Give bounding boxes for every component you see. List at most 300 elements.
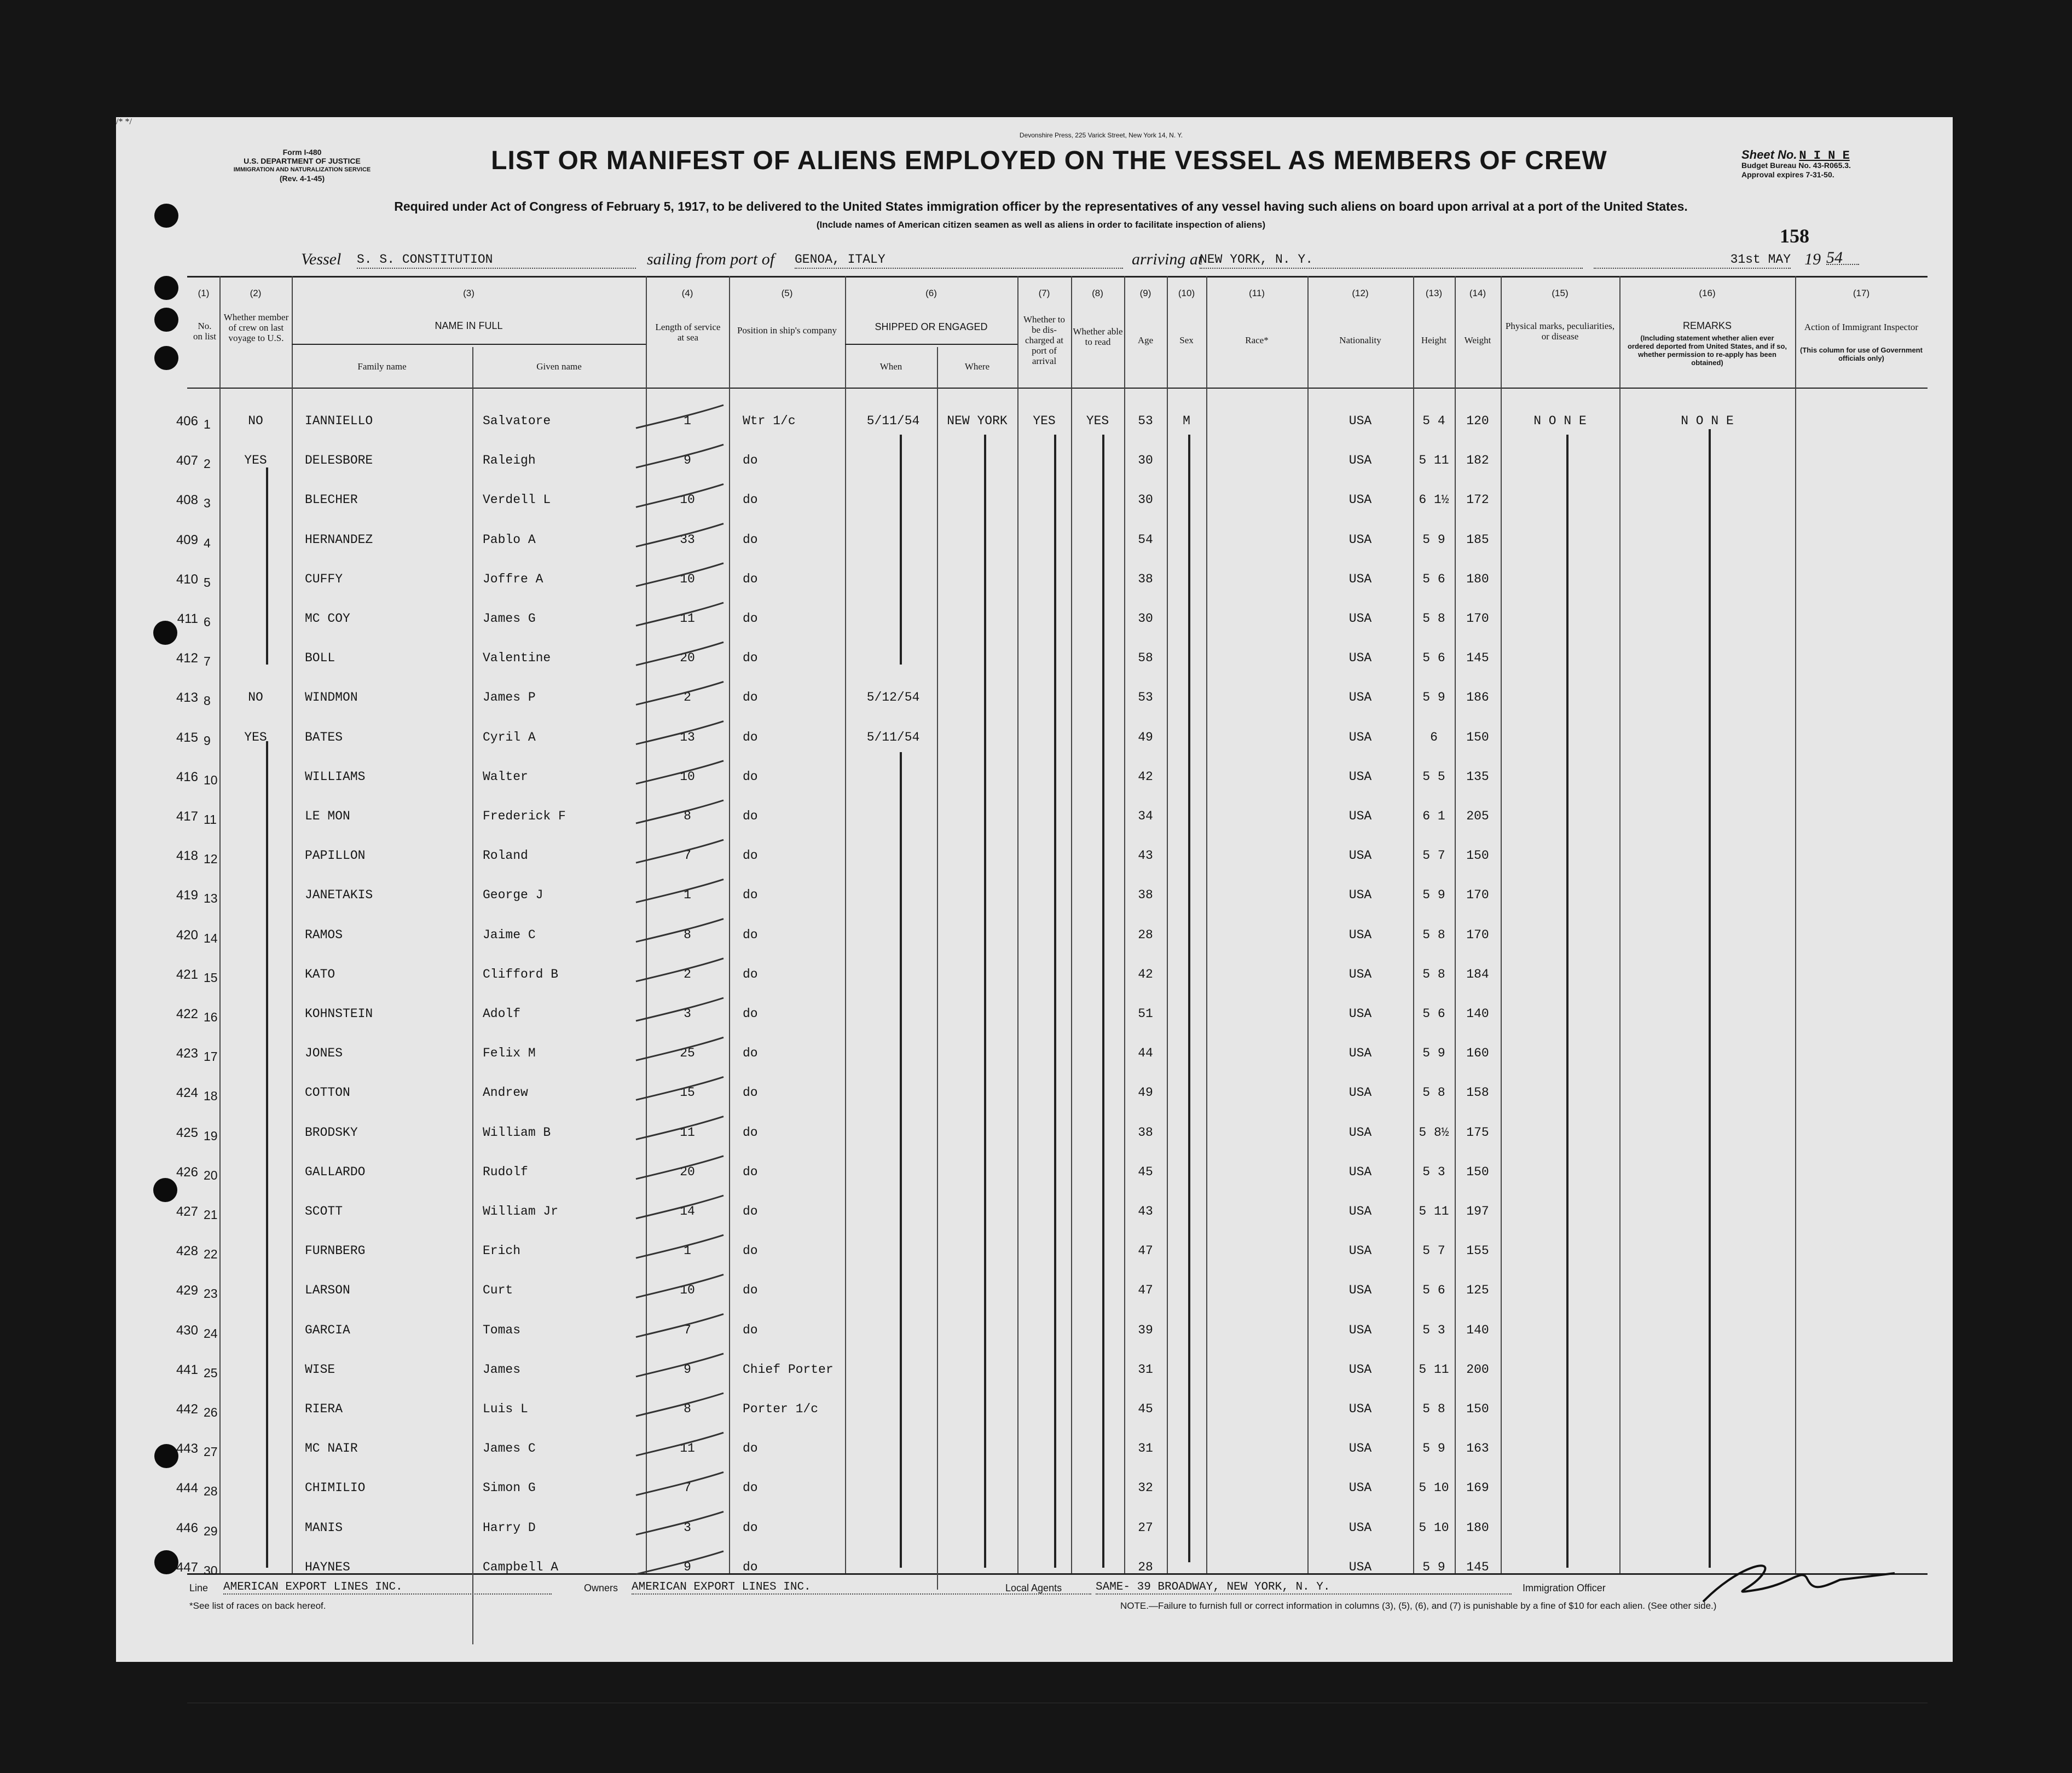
- local-agents: SAME- 39 BROADWAY, NEW YORK, N. Y.: [1096, 1581, 1512, 1595]
- row-height: 6: [1430, 730, 1438, 744]
- table-top-rule: [187, 276, 1928, 278]
- row-service-length: 33: [680, 532, 695, 547]
- row-age: 38: [1138, 1125, 1153, 1140]
- row-line-number: 10: [204, 772, 218, 787]
- row-position: do: [743, 571, 758, 586]
- row-given-name: George J: [483, 888, 543, 903]
- row-position: do: [743, 1283, 758, 1298]
- row-nationality: USA: [1348, 927, 1372, 942]
- row-position: do: [743, 1164, 758, 1179]
- row-service-length: 10: [680, 571, 695, 586]
- row-height: 5 8: [1422, 1402, 1445, 1416]
- row-nationality: USA: [1348, 1441, 1372, 1456]
- row-service-length: 11: [680, 611, 695, 626]
- table-row: [116, 440, 1953, 478]
- row-list-number: 447: [176, 1560, 198, 1575]
- row-given-name: Campbell A: [483, 1560, 559, 1574]
- column-number: (8): [1092, 288, 1103, 298]
- column-number: (12): [1352, 288, 1369, 298]
- column-number: (17): [1853, 288, 1870, 298]
- row-weight: 185: [1466, 532, 1489, 547]
- row-position: do: [743, 611, 758, 626]
- row-line-number: 21: [204, 1208, 218, 1222]
- row-line-number: 30: [204, 1563, 218, 1578]
- row-height: 5 7: [1422, 848, 1445, 863]
- column-number: (15): [1552, 288, 1569, 298]
- row-weight: 150: [1466, 730, 1489, 744]
- row-line-number: 23: [204, 1286, 218, 1301]
- column-number: (16): [1699, 288, 1716, 298]
- requirement-note: (Include names of American citizen seamen as well as aliens in order to facilitate inspection of aliens): [816, 220, 1266, 230]
- form-department: U.S. DEPARTMENT OF JUSTICE: [244, 157, 361, 165]
- row-height: 5 9: [1422, 690, 1445, 705]
- row-nationality: USA: [1348, 1402, 1372, 1416]
- row-age: 47: [1138, 1244, 1153, 1258]
- row-age: 30: [1138, 611, 1153, 626]
- row-position: do: [743, 927, 758, 942]
- row-weight: 135: [1466, 769, 1489, 784]
- row-list-number: 423: [176, 1046, 198, 1061]
- row-weight: 182: [1466, 453, 1489, 468]
- requirement-text: Required under Act of Congress of February 5, 1917, to be delivered to the United States immigration officer by the representatives of any vessel having such aliens on board upon arrival at a port of the United States.: [394, 199, 1688, 213]
- sailing-label: sailing from port of: [647, 250, 775, 268]
- row-list-number: 415: [176, 730, 198, 745]
- row-family-name: WILLIAMS: [305, 769, 366, 784]
- row-service-length: 8: [684, 1402, 691, 1416]
- row-line-number: 6: [204, 615, 211, 629]
- header-name: NAME IN FULL: [435, 320, 503, 331]
- table-row: [116, 1033, 1953, 1071]
- row-line-number: 12: [204, 852, 218, 867]
- header-list-no: No. on list: [193, 321, 217, 342]
- row-list-number: 429: [176, 1283, 198, 1298]
- row-age: 47: [1138, 1283, 1153, 1298]
- row-height: 5 3: [1422, 1164, 1445, 1179]
- row-age: 45: [1138, 1402, 1153, 1416]
- row-service-length: 7: [684, 1322, 691, 1337]
- row-previous-voyage: NO: [248, 414, 263, 428]
- table-row: [116, 1191, 1953, 1229]
- row-given-name: Curt: [483, 1283, 513, 1298]
- row-list-number: 407: [176, 453, 198, 469]
- row-height: 5 4: [1422, 414, 1445, 428]
- row-nationality: USA: [1348, 1204, 1372, 1218]
- row-position: do: [743, 651, 758, 666]
- row-family-name: HERNANDEZ: [305, 532, 373, 547]
- row-age: 43: [1138, 1204, 1153, 1218]
- row-list-number: 412: [176, 651, 198, 666]
- svg-text:.: .: [684, 744, 686, 751]
- table-row: [116, 1231, 1953, 1269]
- row-height: 5 9: [1422, 888, 1445, 903]
- header-inspector-note: (This column for use of Government officials only): [1800, 346, 1923, 362]
- row-service-length: 13: [680, 730, 695, 744]
- header-height: Height: [1421, 335, 1447, 345]
- row-height: 5 11: [1419, 1362, 1449, 1377]
- row-height: 5 8½: [1419, 1125, 1449, 1140]
- table-row: [116, 954, 1953, 992]
- table-row: [116, 1389, 1953, 1427]
- row-family-name: HAYNES: [305, 1560, 350, 1574]
- column-number: (10): [1178, 288, 1195, 298]
- header-weight: Weight: [1464, 335, 1491, 345]
- row-given-name: Jaime C: [483, 927, 536, 942]
- row-height: 6 1½: [1419, 493, 1449, 507]
- row-height: 5 9: [1422, 1441, 1445, 1456]
- row-service-length: 10: [680, 493, 695, 507]
- year-label: 19: [1804, 250, 1821, 268]
- row-family-name: RAMOS: [305, 927, 343, 942]
- table-row: [116, 519, 1953, 558]
- header-service: Length of service at sea: [655, 322, 721, 343]
- row-service-length: 20: [680, 1164, 695, 1179]
- header-where: Where: [964, 361, 990, 372]
- row-given-name: Rudolf: [483, 1164, 528, 1179]
- row-family-name: GARCIA: [305, 1322, 350, 1337]
- vessel-label: Vessel: [301, 250, 342, 268]
- row-height: 5 6: [1422, 571, 1445, 586]
- row-weight: 140: [1466, 1322, 1489, 1337]
- row-given-name: William B: [483, 1125, 551, 1140]
- row-weight: 145: [1466, 651, 1489, 666]
- line-label: Line: [189, 1583, 209, 1593]
- row-height: 6 1: [1422, 809, 1445, 823]
- row-list-number: 428: [176, 1244, 198, 1259]
- row-list-number: 441: [176, 1362, 198, 1377]
- row-weight: 155: [1466, 1244, 1489, 1258]
- row-service-length: 1: [684, 1244, 691, 1258]
- row-shipped-where: NEW YORK: [947, 414, 1008, 428]
- row-list-number: 420: [176, 927, 198, 943]
- row-family-name: CHIMILIO: [305, 1481, 366, 1495]
- row-family-name: GALLARDO: [305, 1164, 366, 1179]
- binder-hole: [154, 346, 178, 370]
- row-given-name: Walter: [483, 769, 528, 784]
- form-service: IMMIGRATION AND NATURALIZATION SERVICE: [233, 166, 371, 173]
- row-age: 30: [1138, 453, 1153, 468]
- table-row: [116, 796, 1953, 834]
- row-family-name: FURNBERG: [305, 1244, 366, 1258]
- table-row: [116, 677, 1953, 715]
- row-weight: 170: [1466, 611, 1489, 626]
- approval-expiry: Approval expires 7-31-50.: [1741, 170, 1834, 179]
- row-height: 5 9: [1422, 1046, 1445, 1061]
- row-line-number: 5: [204, 575, 211, 590]
- row-given-name: Simon G: [483, 1481, 536, 1495]
- row-list-number: 417: [176, 809, 198, 824]
- row-family-name: PAPILLON: [305, 848, 366, 863]
- row-family-name: MANIS: [305, 1520, 343, 1535]
- row-age: 32: [1138, 1481, 1153, 1495]
- header-bottom-rule: [187, 388, 1928, 389]
- row-weight: 180: [1466, 1520, 1489, 1535]
- row-line-number: 11: [204, 812, 217, 827]
- row-weight: 150: [1466, 1164, 1489, 1179]
- row-list-number: 410: [176, 571, 198, 587]
- binder-hole: [154, 276, 178, 300]
- table-row: [116, 1310, 1953, 1348]
- immigration-officer-label: Immigration Officer: [1523, 1583, 1606, 1593]
- row-weight: 150: [1466, 848, 1489, 863]
- row-given-name: Salvatore: [483, 414, 551, 428]
- arriving-label: arriving at: [1132, 250, 1203, 268]
- header-physical-marks: Physical marks, peculiarities, or disease: [1505, 321, 1615, 342]
- row-service-length: 20: [680, 651, 695, 666]
- row-shipped-when: 5/11/54: [866, 414, 920, 428]
- row-line-number: 24: [204, 1326, 218, 1341]
- row-position: do: [743, 848, 758, 863]
- row-list-number: 421: [176, 967, 198, 982]
- agents-label: Local Agents: [1005, 1583, 1062, 1593]
- form-identification: [204, 148, 401, 183]
- row-line-number: 28: [204, 1484, 218, 1499]
- races-note: *See list of races on back hereof.: [189, 1601, 326, 1611]
- arrival-date: 31st MAY: [1594, 252, 1791, 269]
- table-row: [116, 480, 1953, 518]
- table-row: [116, 1270, 1953, 1308]
- row-nationality: USA: [1348, 532, 1372, 547]
- row-age: 30: [1138, 493, 1153, 507]
- row-height: 5 8: [1422, 611, 1445, 626]
- column-number: (4): [681, 288, 693, 298]
- row-nationality: USA: [1348, 730, 1372, 744]
- row-height: 5 6: [1422, 651, 1445, 666]
- row-height: 5 8: [1422, 927, 1445, 942]
- row-age: 54: [1138, 532, 1153, 547]
- row-age: 28: [1138, 927, 1153, 942]
- row-line-number: 26: [204, 1405, 218, 1419]
- row-service-length: 7: [684, 1481, 691, 1495]
- row-list-number: 408: [176, 493, 198, 508]
- row-list-number: 446: [176, 1520, 198, 1535]
- row-nationality: USA: [1348, 1244, 1372, 1258]
- header-remarks-note: (Including statement whether alien ever ordered deported from United States, and if so, whether permission to re-apply has been obtained): [1627, 334, 1787, 367]
- header-family-name: Family name: [357, 361, 407, 372]
- row-nationality: USA: [1348, 1125, 1372, 1140]
- row-given-name: Andrew: [483, 1085, 528, 1100]
- binder-hole: [154, 204, 178, 228]
- row-service-length: 9: [684, 1362, 691, 1377]
- row-age: 31: [1138, 1441, 1153, 1456]
- row-given-name: Cyril A: [483, 730, 536, 744]
- row-weight: 120: [1466, 414, 1489, 428]
- row-height: 5 3: [1422, 1322, 1445, 1337]
- table-row: [116, 1072, 1953, 1111]
- row-service-length: 3: [684, 1007, 691, 1021]
- row-remarks: N O N E: [1681, 414, 1734, 428]
- departure-port: GENOA, ITALY: [795, 252, 1123, 269]
- row-height: 5 9: [1422, 532, 1445, 547]
- row-age: 53: [1138, 690, 1153, 705]
- form-number: Form I-480: [282, 148, 322, 157]
- row-list-number: 427: [176, 1204, 198, 1219]
- row-position: do: [743, 967, 758, 981]
- row-list-number: 426: [176, 1164, 198, 1180]
- row-weight: 163: [1466, 1441, 1489, 1456]
- page-number: 158: [1780, 225, 1809, 247]
- row-weight: 200: [1466, 1362, 1489, 1377]
- row-family-name: SCOTT: [305, 1204, 343, 1218]
- vessel-name: S. S. CONSTITUTION: [357, 252, 636, 269]
- row-family-name: BATES: [305, 730, 343, 744]
- page-title: LIST OR MANIFEST OF ALIENS EMPLOYED ON THE VESSEL AS MEMBERS OF CREW: [491, 146, 1607, 175]
- row-family-name: DELESBORE: [305, 453, 373, 468]
- row-height: 5 7: [1422, 1244, 1445, 1258]
- row-given-name: Valentine: [483, 651, 551, 666]
- row-discharged: YES: [1033, 414, 1056, 428]
- header-age: Age: [1137, 335, 1154, 345]
- row-weight: 175: [1466, 1125, 1489, 1140]
- table-row: [116, 401, 1953, 439]
- row-physical-marks: N O N E: [1533, 414, 1587, 428]
- column-number: (14): [1469, 288, 1486, 298]
- row-given-name: Pablo A: [483, 532, 536, 547]
- row-line-number: 14: [204, 931, 218, 945]
- row-line-number: 9: [204, 733, 211, 748]
- row-nationality: USA: [1348, 493, 1372, 507]
- header-read: Whether able to read: [1073, 326, 1123, 347]
- row-line-number: 15: [204, 970, 218, 985]
- row-height: 5 9: [1422, 1560, 1445, 1574]
- row-weight: 184: [1466, 967, 1489, 981]
- row-position: do: [743, 1204, 758, 1218]
- row-position: do: [743, 1560, 758, 1574]
- row-family-name: IANNIELLO: [305, 414, 373, 428]
- row-position: Chief Porter: [743, 1362, 834, 1377]
- row-age: 58: [1138, 651, 1153, 666]
- row-service-length: 25: [680, 1046, 695, 1061]
- row-age: 53: [1138, 414, 1153, 428]
- row-list-number: 443: [176, 1441, 198, 1457]
- row-age: 42: [1138, 967, 1153, 981]
- header-inspector: Action of Immigrant Inspector: [1804, 322, 1919, 332]
- row-age: 44: [1138, 1046, 1153, 1061]
- row-nationality: USA: [1348, 690, 1372, 705]
- column-number: (13): [1425, 288, 1443, 298]
- row-list-number: 430: [176, 1322, 198, 1338]
- row-list-number: 425: [176, 1125, 198, 1140]
- row-able-to-read: YES: [1086, 414, 1109, 428]
- row-position: do: [743, 1125, 758, 1140]
- table-row: [116, 1547, 1953, 1585]
- row-list-number: 419: [176, 888, 198, 903]
- row-line-number: 4: [204, 535, 211, 550]
- column-number: (7): [1038, 288, 1050, 298]
- row-nationality: USA: [1348, 571, 1372, 586]
- row-list-number: 444: [176, 1481, 198, 1496]
- row-list-number: 418: [176, 848, 198, 864]
- row-nationality: USA: [1348, 453, 1372, 468]
- row-position: Wtr 1/c: [743, 414, 796, 428]
- row-given-name: Clifford B: [483, 967, 559, 981]
- row-family-name: KATO: [305, 967, 335, 981]
- row-position: do: [743, 769, 758, 784]
- table-row: [116, 1468, 1953, 1506]
- row-age: 49: [1138, 1085, 1153, 1100]
- header-race: Race*: [1245, 335, 1269, 345]
- header-shipped: SHIPPED OR ENGAGED: [875, 321, 988, 332]
- row-position: do: [743, 453, 758, 468]
- row-line-number: 29: [204, 1523, 218, 1538]
- row-weight: 180: [1466, 571, 1489, 586]
- row-given-name: James: [483, 1362, 521, 1377]
- row-weight: 170: [1466, 927, 1489, 942]
- row-height: 5 11: [1419, 1204, 1449, 1218]
- row-height: 5 6: [1422, 1283, 1445, 1298]
- table-row: [116, 559, 1953, 597]
- row-height: 5 10: [1419, 1481, 1449, 1495]
- row-line-number: 16: [204, 1010, 218, 1024]
- row-weight: 140: [1466, 1007, 1489, 1021]
- row-previous-voyage: YES: [244, 453, 267, 468]
- row-given-name: Verdell L: [483, 493, 551, 507]
- header-when: When: [879, 361, 902, 372]
- row-previous-voyage: YES: [244, 730, 267, 744]
- row-family-name: WINDMON: [305, 690, 358, 705]
- row-line-number: 20: [204, 1168, 218, 1182]
- row-weight: 170: [1466, 888, 1489, 903]
- row-age: 39: [1138, 1322, 1153, 1337]
- table-row: [116, 1428, 1953, 1466]
- row-weight: 186: [1466, 690, 1489, 705]
- row-given-name: Harry D: [483, 1520, 536, 1535]
- row-list-number: 422: [176, 1007, 198, 1021]
- row-height: 5 5: [1422, 769, 1445, 784]
- sheet-value: N I N E: [1799, 149, 1850, 163]
- manifest-sheet: Devonshire Press, 225 Varick Street, New York 14, N. Y. Form I-480 U.S. DEPARTMENT OF JUSTICE IMMIGRATION AND NATURALIZATION SERVICE (Rev. 4-1-45) LIST OR MANIFEST OF ALIENS EMPLOYED ON THE VESSEL AS MEMBERS OF CREW Sheet No. N I N E Budget Bureau No. 43-R065.3. Approval expires 7-31-50. Required under Act of Congress of February 5, 1917, to be delivered to the United States immigration officer by the representatives of any vessel having such aliens on board upon arrival at a port of the United States. (Include names of American citizen seamen as well as aliens in order to facilitate inspection of aliens) 158 Vessel S. S. CONSTITUTION sailing from port of GENOA, ITALY arriving at NEW YORK, N. Y. 31st MAY 19 54 (1) (2) (3) (4) (5) (6) (7) (8) (9) (10) (11) (12) (13) (14) (15) (16) (17) No. on list Whether member of crew on last voyage to U.S. NAME IN FULL Family name Given name Length of service at sea Position in ship's company SHIPPED OR ENGAGED When Where Whether to be dis-charged at port of arrival Whether able to read Age Sex Race* Nationality Height Weight Physical marks, peculiarities, or disease REMARKS (Including statement whether alien ever ordered deported from United States, and if so, whether permission to re-apply has been obtained) Action of Immigrant Inspector (This column for use of Government officials only) 406 1 NO IANNIELLO Salvatore 1 Wtr 1/c 5/11/54 NEW YORK YES YES 53 M USA 5 4 120 N O N E N O N E 407 2 YES DELESBORE Raleigh 9 do 30 USA 5 11 182 408 3 BLECHER Verdell L 10 do 30 USA 6 1½ 172 409 4 HERNANDEZ Pablo A 33 do 54 USA 5 9 185 410 5 CUFFY Joffre A 10 do 38 USA 5 6 180 411 6 MC COY James G 11 do 30 USA 5 8 170 412 7 BOLL Valentine 20 do 58 USA 5 6 145 413 8 NO WINDMON James P 2 do 5/12/54 53 USA 5 9 186 415 9 YES BATES Cyril A 13 do 5/11/54 49 USA 6 150 416 10 WILLIAMS Walter 10 do 42 USA 5 5 135 417 11 LE MON Frederick F 8 do 34 USA 6 1 205 418 12 PAPILLON Roland 7 do 43 USA 5 7 150 419 13 JANETAKIS George J 1 do 38 USA 5 9 170 420 14 RAMOS Jaime C 8 do 28 USA 5 8 170 421 15 KATO Clifford B 2 do 42 USA 5 8 184 422 16 KOHNSTEIN Adolf 3 do 51 USA 5 6 140 423 17 JONES Felix M 25 do 44 USA 5 9 160 424 18 COTTON Andrew 15 do 49 USA 5 8 158 425 19 BRODSKY William B 11 do 38 USA 5 8½ 175 426 20 GALLARDO Rudolf 20 do 45 USA 5 3 150 427 21 SCOTT William Jr 14 do 43 USA 5 11 197 428 22 FURNBERG Erich 1 do 47 USA 5 7 155 429 23 LARSON Curt 10 do 47 USA 5 6 125 430 24 GARCIA Tomas 7 do 39 USA 5 3 140 441 25 WISE James 9 Chief Porter 31 USA 5 11 200 442 26 RIERA Luis L 8 Porter 1/c 45 USA 5 8 150 443 27 MC NAIR James C 11 do 31 USA 5 9 163 444 28 CHIMILIO Simon G 7 do 32 USA 5 10 169 446 29 MANIS Harry D 3 do 27 USA 5 10 180 447 30 HAYNES Campbell A 9 do 28 USA 5 9 145 . Line AMERICAN EXPORT LINES INC. Owners /* */ AMERICAN EXPORT LINES INC. Local Agents SAME- 39 BROADWAY, NEW YORK, N. Y. Immigration Officer *See list of races on back hereof. NOTE.—Failure to furnish full or correct information in columns (3), (5), (6), and (7) is punishable by a fine of $10 for each alien. (See other side.): [116, 117, 1953, 1662]
- row-nationality: USA: [1348, 888, 1372, 903]
- table-row: [116, 638, 1953, 676]
- table-row: [116, 835, 1953, 874]
- row-nationality: USA: [1348, 1085, 1372, 1100]
- row-service-length: 14: [680, 1204, 695, 1218]
- row-list-number: 442: [176, 1402, 198, 1417]
- row-service-length: 9: [684, 453, 691, 468]
- row-list-number: 409: [176, 532, 198, 547]
- row-nationality: USA: [1348, 1046, 1372, 1061]
- column-number: (5): [781, 288, 793, 298]
- row-family-name: JANETAKIS: [305, 888, 373, 903]
- row-age: 28: [1138, 1560, 1153, 1574]
- row-list-number: 424: [176, 1085, 198, 1101]
- table-row: [116, 1112, 1953, 1151]
- table-row: [116, 1508, 1953, 1546]
- row-position: do: [743, 730, 758, 744]
- row-given-name: Raleigh: [483, 453, 536, 468]
- row-shipped-when: 5/12/54: [866, 690, 920, 705]
- row-nationality: USA: [1348, 967, 1372, 981]
- row-age: 27: [1138, 1520, 1153, 1535]
- row-family-name: BLECHER: [305, 493, 358, 507]
- row-family-name: LE MON: [305, 809, 350, 823]
- table-row: [116, 717, 1953, 755]
- row-position: Porter 1/c: [743, 1402, 819, 1416]
- row-service-length: 3: [684, 1520, 691, 1535]
- row-weight: 205: [1466, 809, 1489, 823]
- row-position: do: [743, 1046, 758, 1061]
- header-nationality: Nationality: [1339, 335, 1381, 345]
- table-row: [116, 1152, 1953, 1190]
- row-service-length: 1: [684, 888, 691, 903]
- owners-label: Owners: [584, 1583, 618, 1593]
- owners: AMERICAN EXPORT LINES INC.: [632, 1581, 1091, 1595]
- row-position: do: [743, 532, 758, 547]
- shipped-subheader-rule: [845, 344, 1017, 345]
- sheet-number-block: [1741, 150, 1928, 180]
- row-line-number: 7: [204, 654, 211, 669]
- row-list-number: 411: [177, 611, 198, 626]
- row-nationality: USA: [1348, 651, 1372, 666]
